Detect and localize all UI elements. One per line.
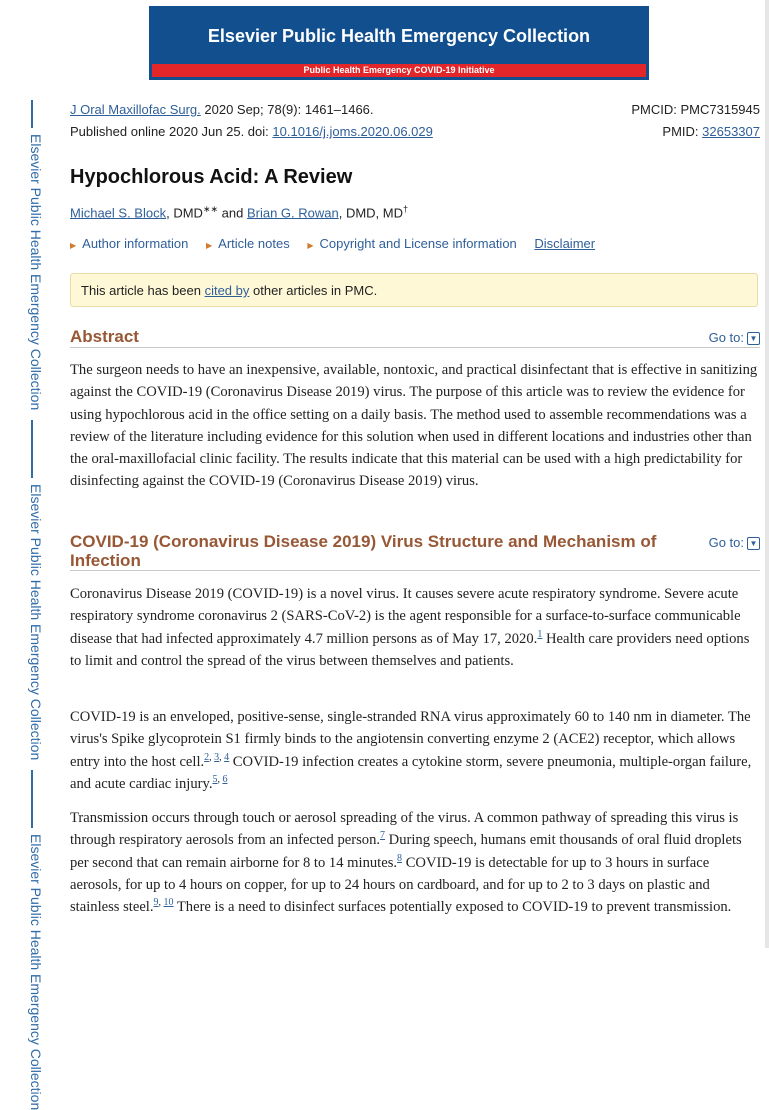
sidebar-label[interactable]: Elsevier Public Health Emergency Collection [28, 834, 44, 1110]
published-text: Published online 2020 Jun 25. doi: [70, 124, 273, 139]
sidebar-divider [31, 770, 33, 828]
doi-link[interactable]: 10.1016/j.joms.2020.06.029 [272, 124, 433, 139]
sidebar-divider [31, 420, 33, 478]
tab-label: Author information [82, 236, 189, 251]
sidebar-label[interactable]: Elsevier Public Health Emergency Collection [28, 134, 44, 411]
pmcid: PMCID: PMC7315945 [631, 102, 760, 117]
section-heading: Abstract [70, 327, 139, 346]
goto-menu[interactable] [709, 330, 760, 345]
reference-link[interactable]: 2 [204, 751, 210, 763]
tab-copyright[interactable] [307, 236, 516, 251]
citation-line [70, 102, 374, 117]
paragraph-text: COVID-19 infection creates a cytokine storm, severe pneumonia, multiple-organ failure, and acute cardiac injury. [70, 753, 752, 792]
goto-label: Go to: [708, 535, 744, 550]
section-heading: COVID-19 (Coronavirus Disease 2019) Virus Structure and Mechanism of Infection [70, 532, 657, 570]
collection-banner[interactable] [149, 6, 649, 80]
tab-label: Article notes [218, 236, 290, 251]
reference-link[interactable]: 4 [224, 751, 230, 763]
chevron-down-icon: ▼ [747, 332, 760, 345]
banner-title: Elsevier Public Health Emergency Collection [207, 26, 591, 46]
pmid-link[interactable]: 32653307 [702, 124, 760, 139]
goto-menu[interactable] [709, 535, 760, 550]
scrollbar-track[interactable] [765, 0, 769, 948]
triangle-right-icon: ▶ [307, 241, 314, 250]
author-note-marker[interactable]: ∗∗ [202, 204, 219, 214]
reference-link[interactable]: 1 [537, 628, 543, 640]
author-degree: , DMD [166, 205, 203, 221]
pmid-label: PMID: [662, 124, 703, 139]
abstract-header [70, 327, 760, 348]
paragraph-text: COVID-19 is detectable for up to 3 hours in surface aerosols, for up to 4 hours on copper, for up to 24 hours on cardboard, and for up to 2 to 3 days on plastic and stainless steel. [70, 854, 710, 916]
sidebar-divider [31, 100, 33, 128]
cited-by-notice [70, 273, 758, 307]
sidebar-label[interactable]: Elsevier Public Health Emergency Collection [28, 484, 44, 761]
tab-article-notes[interactable] [206, 236, 290, 251]
reference-link[interactable]: 8 [397, 852, 403, 864]
reference-link[interactable]: 6 [222, 774, 228, 786]
collection-sidebar [20, 0, 48, 1110]
author-list [70, 204, 408, 220]
reference-link[interactable]: 7 [380, 830, 386, 842]
body-paragraph [70, 583, 760, 672]
goto-label: Go to: [708, 330, 744, 345]
body-paragraph: Transmission occurs through touch or aerosol spreading of the virus. A common pathway of spreading this virus is through respiratory aerosols from an infected person.$^7$ During speech, humans emit thousands of oral fluid droplets per second that can remain airborne for 8 to 14 minutes.$^8$ COVID-19 is detectable for up to 3 hours in surface aerosols, for up to 4 hours on copper, for up to 24 hours on cardboard, and for up to 2 to 3 days on plastic and stainless steel.$^{9, 10}$ There is a need to disinfect surfaces potentially exposed to COVID-19 to prevent transmission. [70, 810, 742, 916]
author-link[interactable]: Brian G. Rowan [246, 205, 339, 221]
cited-text: This article has been [81, 283, 205, 298]
cited-by-link[interactable]: cited by [204, 283, 250, 298]
chevron-down-icon: ▼ [747, 537, 760, 550]
paragraph-text: Health care providers need options to limit and control the spread of the virus between themselves and patients. [70, 630, 750, 669]
author-conjunction: and [218, 205, 247, 221]
tab-author-information[interactable] [70, 236, 188, 251]
published-line [70, 124, 433, 139]
reference-link[interactable]: 5 [212, 774, 218, 786]
reference-link[interactable]: 10 [163, 897, 174, 909]
paragraph-text: Transmission occurs through touch or aerosol spreading of the virus. A common pathway of spreading this virus is through respiratory aerosols from an infected person. [70, 810, 739, 849]
section-header [70, 532, 760, 571]
triangle-right-icon: ▶ [70, 241, 77, 250]
author-note-marker[interactable]: † [403, 204, 409, 214]
triangle-right-icon: ▶ [206, 241, 213, 250]
tab-label: Copyright and License information [319, 236, 517, 251]
paragraph-text: Coronavirus Disease 2019 (COVID-19) is a novel virus. It causes severe acute respiratory syndrome. Severe acute respiratory syndrome coronavirus 2 (SARS-CoV-2) is the agent responsible for a surface-to-surface communicable disease that had infected approximately 4.7 million persons as of May 17, 2020. [70, 586, 741, 647]
cited-text: other articles in PMC. [249, 283, 378, 298]
body-paragraph: COVID-19 is an enveloped, positive-sense, single-stranded RNA virus approximately 60 to 140 nm in diameter. The virus's Spike glycoprotein S1 firmly binds to the angiotensin converting enzyme 2 (ACE2) receptor, which allows entry into the host cell.$^{2, 3, 4}$ COVID-19 infection creates a cytokine storm, severe pneumonia, multiple-organ failure, and acute cardiac injury.$^{5, 6}$ [70, 709, 752, 792]
disclaimer-link[interactable]: Disclaimer [534, 236, 596, 251]
author-degree: , DMD, MD [338, 205, 403, 221]
citation-details: 2020 Sep; 78(9): 1461–1466. [200, 102, 374, 117]
journal-link[interactable]: J Oral Maxillofac Surg. [70, 102, 201, 117]
paragraph-text: During speech, humans emit thousands of oral fluid droplets per second that can remain airborne for 8 to 14 minutes. [70, 832, 742, 871]
author-link[interactable]: Michael S. Block [70, 205, 167, 221]
article-title: Hypochlorous Acid: A Review [70, 166, 353, 188]
banner-subtitle: Public Health Emergency COVID-19 Initiative [152, 64, 646, 77]
reference-link[interactable]: 9 [153, 897, 159, 909]
reference-link[interactable]: 3 [214, 751, 220, 763]
article-info-tabs [70, 236, 595, 251]
paragraph-text: COVID-19 is an enveloped, positive-sense, single-stranded RNA virus approximately 60 to 140 nm in diameter. The virus's Spike glycoprotein S1 firmly binds to the angiotensin converting enzyme 2 (ACE2) receptor, which allows entry into the host cell. [70, 709, 751, 770]
pmid-line [662, 124, 760, 139]
paragraph-text: There is a need to disinfect surfaces potentially exposed to COVID-19 to prevent transmission. [173, 899, 732, 916]
abstract-text: The surgeon needs to have an inexpensive, available, nontoxic, and practical disinfectant that is effective in sanitizing against the COVID-19 (Coronavirus Disease 2019) virus. The purpose of this article was to review the evidence for using hypochlorous acid in the office setting on a daily basis. The method used to assemble recommendations was a review of the literature including evidence for this solution when used in different locations and industries other than the oral-maxillofacial clinic facility. The results indicate that this material can be used with a high predictability for disinfecting against the COVID-19 (Coronavirus Disease 2019) virus. [70, 362, 758, 490]
